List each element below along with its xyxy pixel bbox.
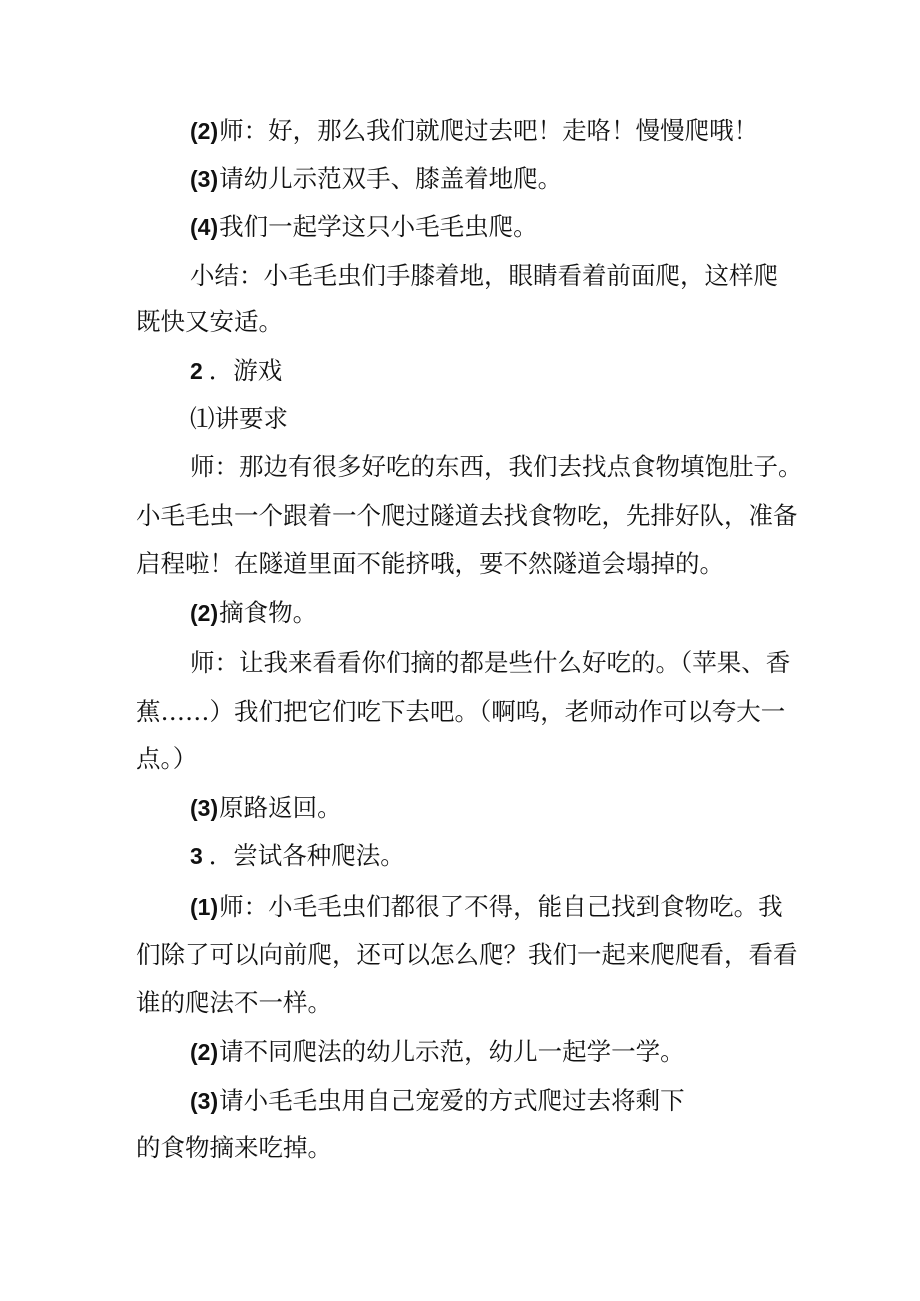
line-text: 原路返回。 [219, 793, 342, 822]
line-text: 启程啦！在隧道里面不能挤哦，要不然隧道会塌掉的。 [136, 549, 724, 578]
line-text: 摘食物。 [219, 598, 318, 627]
line-text: 请幼儿示范双手、膝盖着地爬。 [219, 164, 563, 193]
section-2-heading [190, 347, 282, 395]
summary-line-2 [136, 298, 283, 346]
line-text: 师：小毛毛虫们都很了不得，能自己找到食物吃。我 [219, 892, 783, 921]
paragraph-line [136, 492, 798, 540]
step-3-line [190, 155, 562, 203]
line-text: 我们一起学这只小毛毛虫爬。 [219, 212, 538, 241]
line-text: ⑴讲要求 [190, 404, 288, 433]
step-3-favorite [190, 1077, 685, 1125]
section-number: 3 [190, 843, 203, 869]
paragraph-line [136, 540, 724, 588]
line-text: 蕉……）我们把它们吃下去吧。（啊呜，老师动作可以夸大一 [136, 697, 786, 726]
step-number: (4) [190, 214, 219, 240]
line-text: 师：让我来看看你们摘的都是些什么好吃的。（苹果、香 [190, 648, 791, 677]
line-text: ．尝试各种爬法。 [208, 841, 405, 870]
line-text: 请不同爬法的幼儿示范，幼儿一起学一学。 [219, 1037, 685, 1066]
step-number: (2) [190, 600, 219, 626]
line-text: ．游戏 [208, 356, 283, 385]
step-number: (3) [190, 1088, 219, 1114]
step-number: (2) [190, 1039, 219, 1065]
paragraph-line [136, 979, 332, 1027]
paragraph-line [136, 735, 197, 783]
step-4-line [190, 203, 538, 251]
section-3-heading [190, 832, 405, 880]
line-text: 师：好，那么我们就爬过去吧！走咯！慢慢爬哦！ [219, 116, 759, 145]
paragraph-line [190, 443, 803, 491]
line-text: 请小毛毛虫用自己宠爱的方式爬过去将剩下 [219, 1086, 685, 1115]
step-number: (1) [190, 894, 219, 920]
paragraph-line [136, 1124, 332, 1172]
line-text: 点。） [136, 744, 198, 773]
step-number: (3) [190, 166, 219, 192]
line-text: 谁的爬法不一样。 [136, 988, 332, 1017]
paragraph-line [136, 688, 785, 736]
paragraph-line [136, 931, 798, 979]
line-text: 小毛毛虫一个跟着一个爬过隧道去找食物吃，先排好队，准备 [136, 501, 798, 530]
step-number: (3) [190, 795, 219, 821]
paragraph-line [190, 639, 790, 687]
summary-line-1 [190, 252, 778, 300]
step-3-return [190, 784, 342, 832]
line-text: 的食物摘来吃掉。 [136, 1133, 332, 1162]
line-text: 小结：小毛毛虫们手膝着地，眼睛看着前面爬，这样爬 [190, 261, 778, 290]
line-text: 们除了可以向前爬，还可以怎么爬？我们一起来爬爬看，看看 [136, 940, 798, 969]
step-2-line [190, 107, 758, 155]
line-text: 既快又安适。 [136, 307, 283, 336]
subheading-requirements [190, 395, 288, 443]
step-2-demo [190, 1028, 685, 1076]
step-number: (2) [190, 118, 219, 144]
step-1-line [190, 883, 783, 931]
line-text: 师：那边有很多好吃的东西，我们去找点食物填饱肚子。 [190, 452, 803, 481]
step-2-pick-food [190, 589, 317, 637]
section-number: 2 [190, 358, 203, 384]
